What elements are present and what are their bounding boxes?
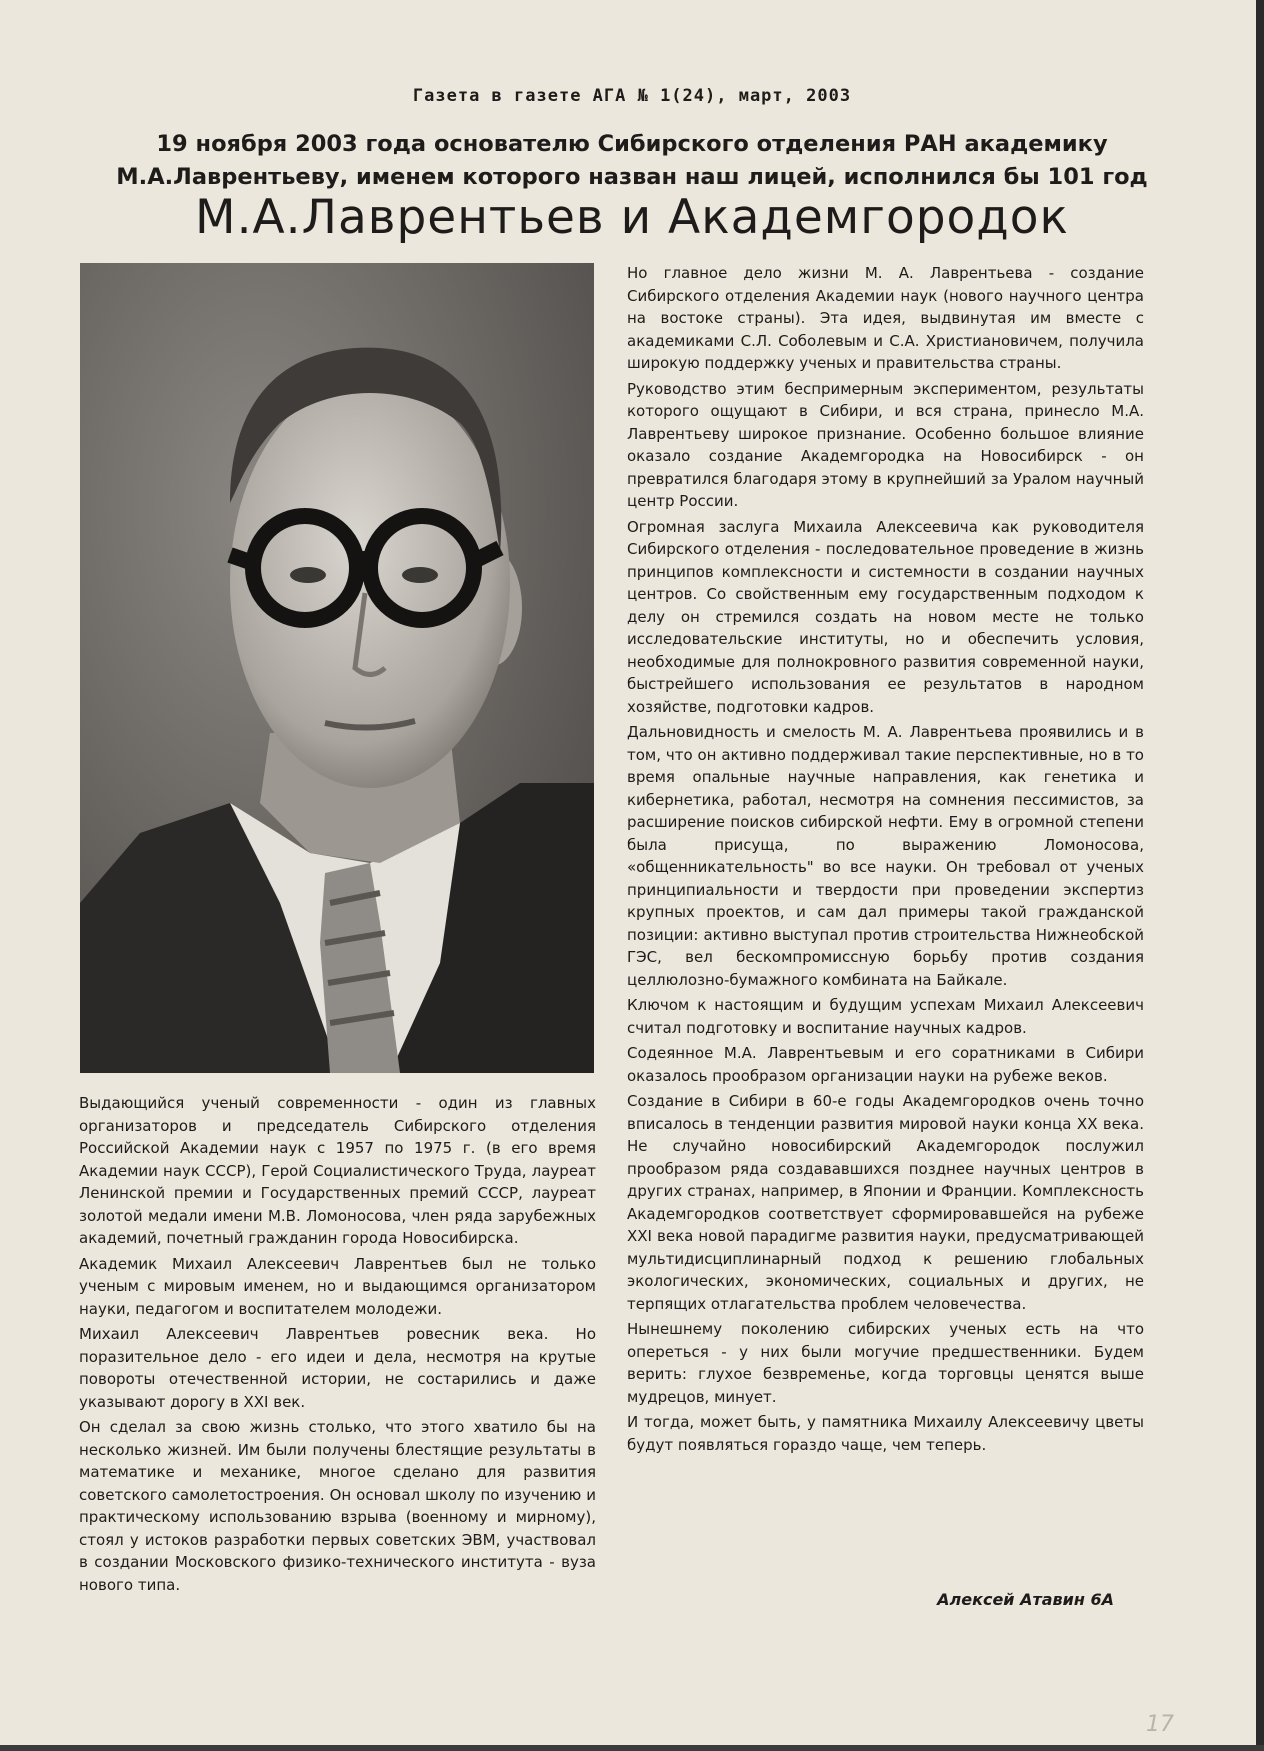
right-column [627, 262, 1144, 1459]
paragraph: Выдающийся ученый современности - один из главных организаторов и председатель Сибирского отделения Российской Академии наук с 1957 по 1975 г. (в его время Академии наук СССР), Герой Социалистического Труда, лауреат Ленинской премии и Государственных премий СССР, лауреат золотой медали имени М.В. Ломоносова, член ряда зарубежных академий, почетный гражданин города Новосибирска. [79, 1094, 596, 1247]
paragraph: Руководство этим беспримерным экспериментом, результаты которого ощущают в Сибири, и вся страна, принесло М.А. Лаврентьеву широкое признание. Особенно большое влияние оказало создание Академгородка на Новосибирск - он превратился благодаря этому в крупнейший за Уралом научный центр России. [627, 379, 1144, 510]
left-column [79, 1092, 596, 1599]
scan-edge-right [1256, 0, 1264, 1751]
article-title: М.А.Лаврентьев и Академгородок [195, 190, 1069, 245]
paragraph: Дальновидность и смелость М. А. Лаврентьева проявились и в том, что он активно поддерживал такие перспективные, но в то время опальные научные направления, как генетика и кибернетика, работал, несмотря на сомнения пессимистов, за расширение поисков сибирской нефти. Ему в огромной степени была присуща, по выражению Ломоносова, «общенникательность" во все науки. Он требовал от ученых принципиальности и твердости при проведении экспертиз крупных проектов, и сам дал примеры такой гражданской позиции: активно выступал против строительства Нижнеобской ГЭС, вел бескомпромиссную борьбу против создания целлюлозно-бумажного комбината на Байкале. [627, 723, 1144, 989]
paragraph: Ключом к настоящим и будущим успехам Михаил Алексеевич считал подготовку и воспитание научных кадров. [627, 996, 1144, 1037]
paragraph: Он сделал за свою жизнь столько, что этого хватило бы на несколько жизней. Им были получены блестящие результаты в математике и механике, многое сделано для развития советского самолетостроения. Он основал школу по изучению и практическому использованию взрыва (военному и мирному), стоял у истоков разработки первых советских ЭВМ, участвовал в создании Московского физико-технического института - вуза нового типа. [79, 1418, 596, 1594]
paragraph: Михаил Алексеевич Лаврентьев ровесник века. Но поразительное дело - его идеи и дела, несмотря на крутые повороты отечественной истории, не состарились и даже указывают дорогу в XXI век. [79, 1325, 596, 1411]
paragraph: Огромная заслуга Михаила Алексеевича как руководителя Сибирского отделения - последовательное проведение в жизнь принципов комплексности и системности в создании научных центров. Со свойственным ему государственным подходом к делу он стремился создать на новом месте не только исследовательские институты, но и обеспечить условия, необходимые для полнокровного развития современной науки, быстрейшего использования ее результатов в народном хозяйстве, подготовки кадров. [627, 517, 1144, 716]
page-number: 17 [1146, 1712, 1174, 1737]
paragraph: Создание в Сибири в 60-е годы Академгородков очень точно вписалось в тенденции развития мировой науки конца XX века. Не случайно новосибирский Академгородок послужил прообразом ряда создававшихся позднее научных центров в других странах, например, в Японии и Франции. Комплексность Академгородков соответствует сформировавшейся на рубеже XXI века новой парадигме развития науки, предусматривающей мультидисциплинарный подход к решению глобальных экологических, экономических, социальных и других, не терпящих отлагательства проблем человечества. [627, 1092, 1144, 1313]
portrait-photo [80, 263, 594, 1073]
scan-edge-bottom [0, 1745, 1264, 1751]
portrait-illustration [80, 263, 594, 1073]
paragraph: Академик Михаил Алексеевич Лаврентьев был не только ученым с мировым именем, но и выдающимся организатором науки, педагогом и воспитателем молодежи. [79, 1254, 596, 1318]
subtitle-line-1: 19 ноября 2003 года основателю Сибирского отделения РАН академику [156, 131, 1108, 157]
author-signature: Алексей Атавин 6А [937, 1590, 1114, 1609]
paragraph: И тогда, может быть, у памятника Михаилу Алексеевичу цветы будут появляться гораздо чаще, чем теперь. [627, 1413, 1144, 1454]
paragraph: Но главное дело жизни М. А. Лаврентьева - создание Сибирского отделения Академии наук (нового научного центра на востоке страны). Эта идея, выдвинутая им вместе с академиками С.Л. Соболевым и С.А. Христиановичем, получила широкую поддержку ученых и правительства страны. [627, 264, 1144, 372]
paragraph: Содеянное М.А. Лаврентьевым и его соратниками в Сибири оказалось прообразом организации науки на рубеже веков. [627, 1044, 1144, 1085]
article-subtitle [80, 128, 1184, 194]
subtitle-line-2: М.А.Лаврентьеву, именем которого назван наш лицей, исполнился бы 101 год [116, 164, 1148, 190]
newspaper-header: Газета в газете АГА № 1(24), март, 2003 [412, 86, 852, 106]
paragraph: Нынешнему поколению сибирских ученых есть на что опереться - у них были могучие предшественники. Будем верить: глухое безвременье, когда торговцы ценятся выше мудрецов, минует. [627, 1320, 1144, 1406]
